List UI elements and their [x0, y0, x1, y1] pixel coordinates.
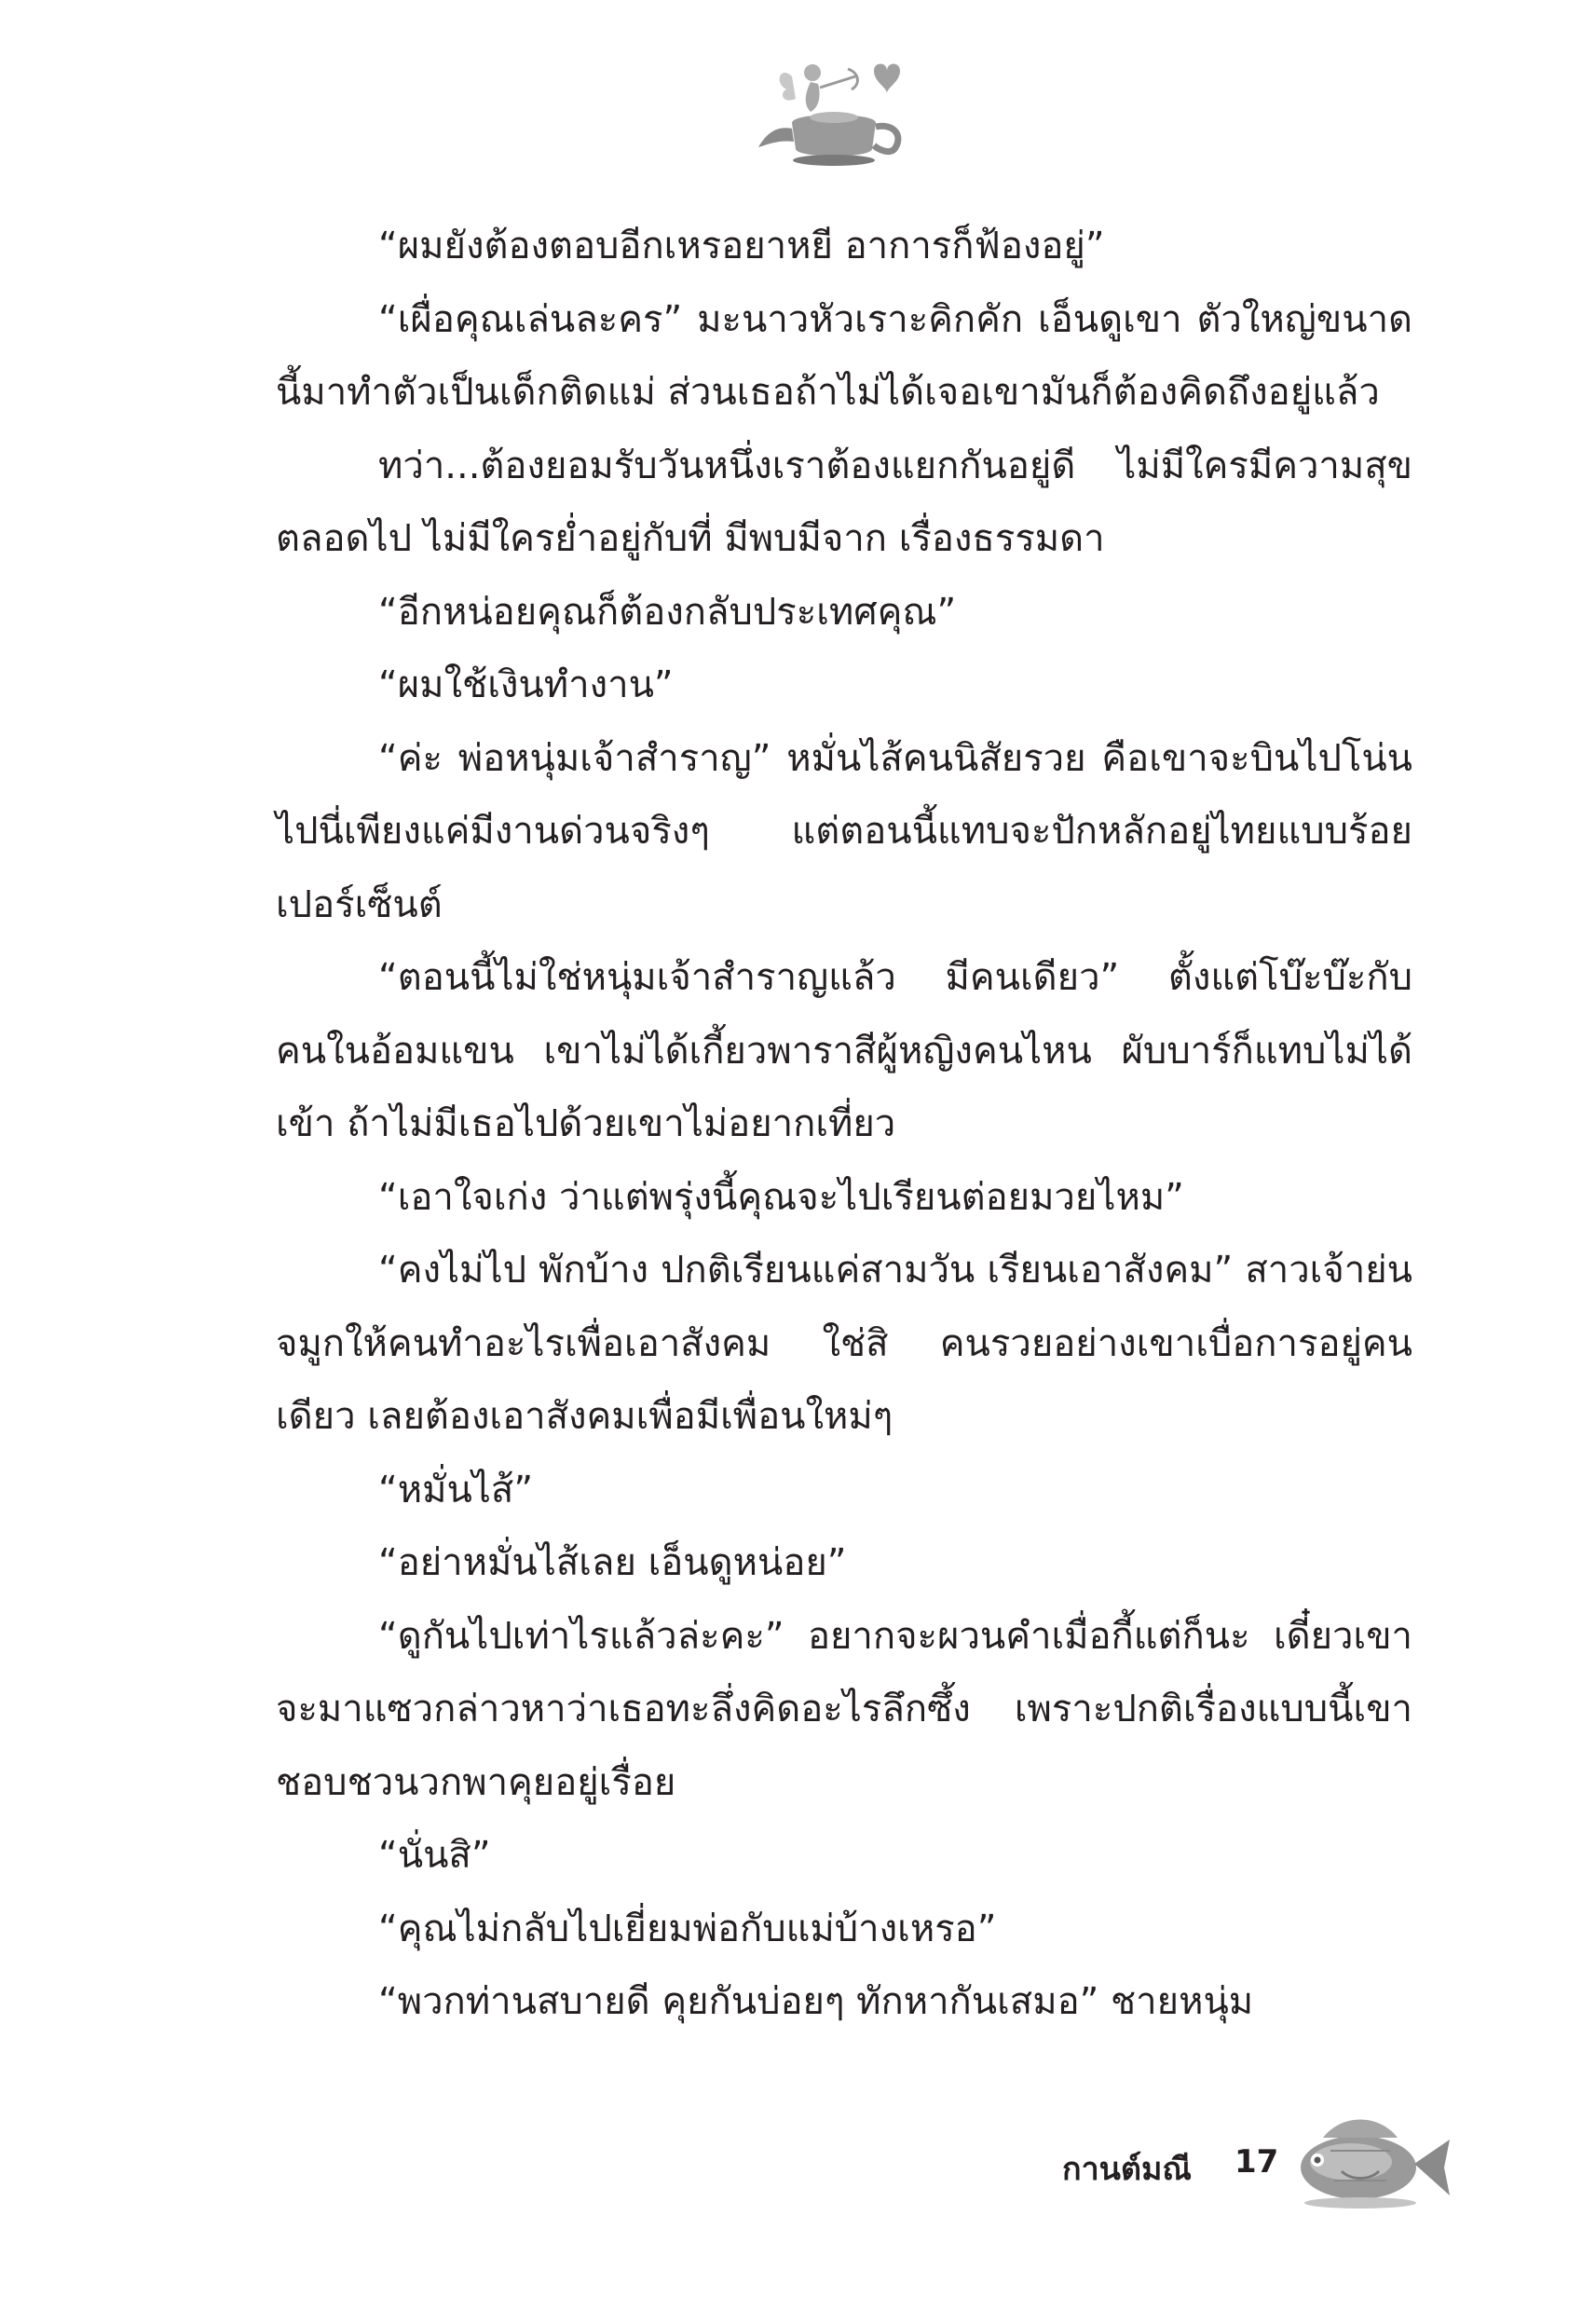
- paragraph: “หมั่นไส้”: [378, 1468, 534, 1511]
- paragraph: “อีกหน่อยคุณก็ต้องกลับประเทศคุณ”: [378, 590, 957, 634]
- paragraph: “พวกท่านสบายดี คุยกันบ่อยๆ ทักหากันเสมอ” ชายหนุ่ม: [378, 1980, 1254, 2023]
- paragraph: “เผื่อคุณเล่นละคร” มะนาวหัวเราะคิกคัก เอ็นดูเขา ตัวใหญ่ขนาดนี้มาทำตัวเป็นเด็กติดแม่ ส่วนเธอถ้าไม่ได้เจอเขามันก็ต้องคิดถึงอยู่แล้ว: [276, 297, 1412, 414]
- paragraph: “ผมยังต้องตอบอีกเหรอยาหยี อาการก็ฟ้องอยู่”: [378, 225, 1105, 267]
- paragraph: “ตอนนี้ไม่ใช่หนุ่มเจ้าสำราญแล้ว มีคนเดียว” ตั้งแต่โบ๊ะบ๊ะกับคนในอ้อมแขน เขาไม่ได้เกี้ยวพาราสีผู้หญิงคนไหน ผับบาร์ก็แทบไม่ได้เข้า ถ้าไม่มีเธอไปด้วยเขาไม่อยากเที่ยว: [276, 956, 1412, 1145]
- paragraph: ทว่า...ต้องยอมรับวันหนึ่งเราต้องแยกกันอยู่ดี ไม่มีใครมีความสุขตลอดไป ไม่มีใครย่ำอยู่กับที่ มีพบมีจาก เรื่องธรรมดา: [276, 444, 1412, 560]
- paragraph: “อย่าหมั่นไส้เลย เอ็นดูหน่อย”: [378, 1541, 847, 1584]
- book-title: กานต์มณี: [1062, 2151, 1192, 2188]
- paragraph: “คงไม่ไป พักบ้าง ปกติเรียนแค่สามวัน เรียนเอาสังคม” สาวเจ้าย่นจมูกให้คนทำอะไรเพื่อเอาสังคม ใช่สิ คนรวยอย่างเขาเบื่อการอยู่คนเดียว เลยต้องเอาสังคมเพื่อมีเพื่อนใหม่ๆ: [276, 1249, 1412, 1438]
- page-number: 17: [1235, 2143, 1279, 2181]
- page-footer: [1006, 2106, 1491, 2218]
- paragraph: “ดูกันไปเท่าไรแล้วล่ะคะ” อยากจะผวนคำเมื่อกี้แต่ก็นะ เดี๋ยวเขาจะมาแซวกล่าวหาว่าเธอทะลึ่งคิดอะไรลึกซึ้ง เพราะปกติเรื่องแบบนี้เขาชอบชวนวกพาคุยอยู่เรื่อย: [276, 1614, 1412, 1804]
- body-text: [276, 210, 1412, 2039]
- cupid-teapot-icon: [755, 56, 913, 172]
- paragraph: “ผมใช้เงินทำงาน”: [378, 663, 674, 706]
- paragraph: “นั่นสิ”: [378, 1834, 491, 1877]
- paragraph: “คุณไม่กลับไปเยี่ยมพ่อกับแม่บ้างเหรอ”: [378, 1907, 997, 1950]
- paragraph: “เอาใจเก่ง ว่าแต่พรุ่งนี้คุณจะไปเรียนต่อยมวยไหม”: [378, 1175, 1184, 1219]
- fish-icon: [1286, 2106, 1453, 2218]
- paragraph: “ค่ะ พ่อหนุ่มเจ้าสำราญ” หมั่นไส้คนนิสัยรวย คือเขาจะบินไปโน่นไปนี่เพียงแค่มีงานด่วนจริงๆ แต่ตอนนี้แทบจะปักหลักอยู่ไทยแบบร้อยเปอร์เซ็นต์: [276, 736, 1412, 926]
